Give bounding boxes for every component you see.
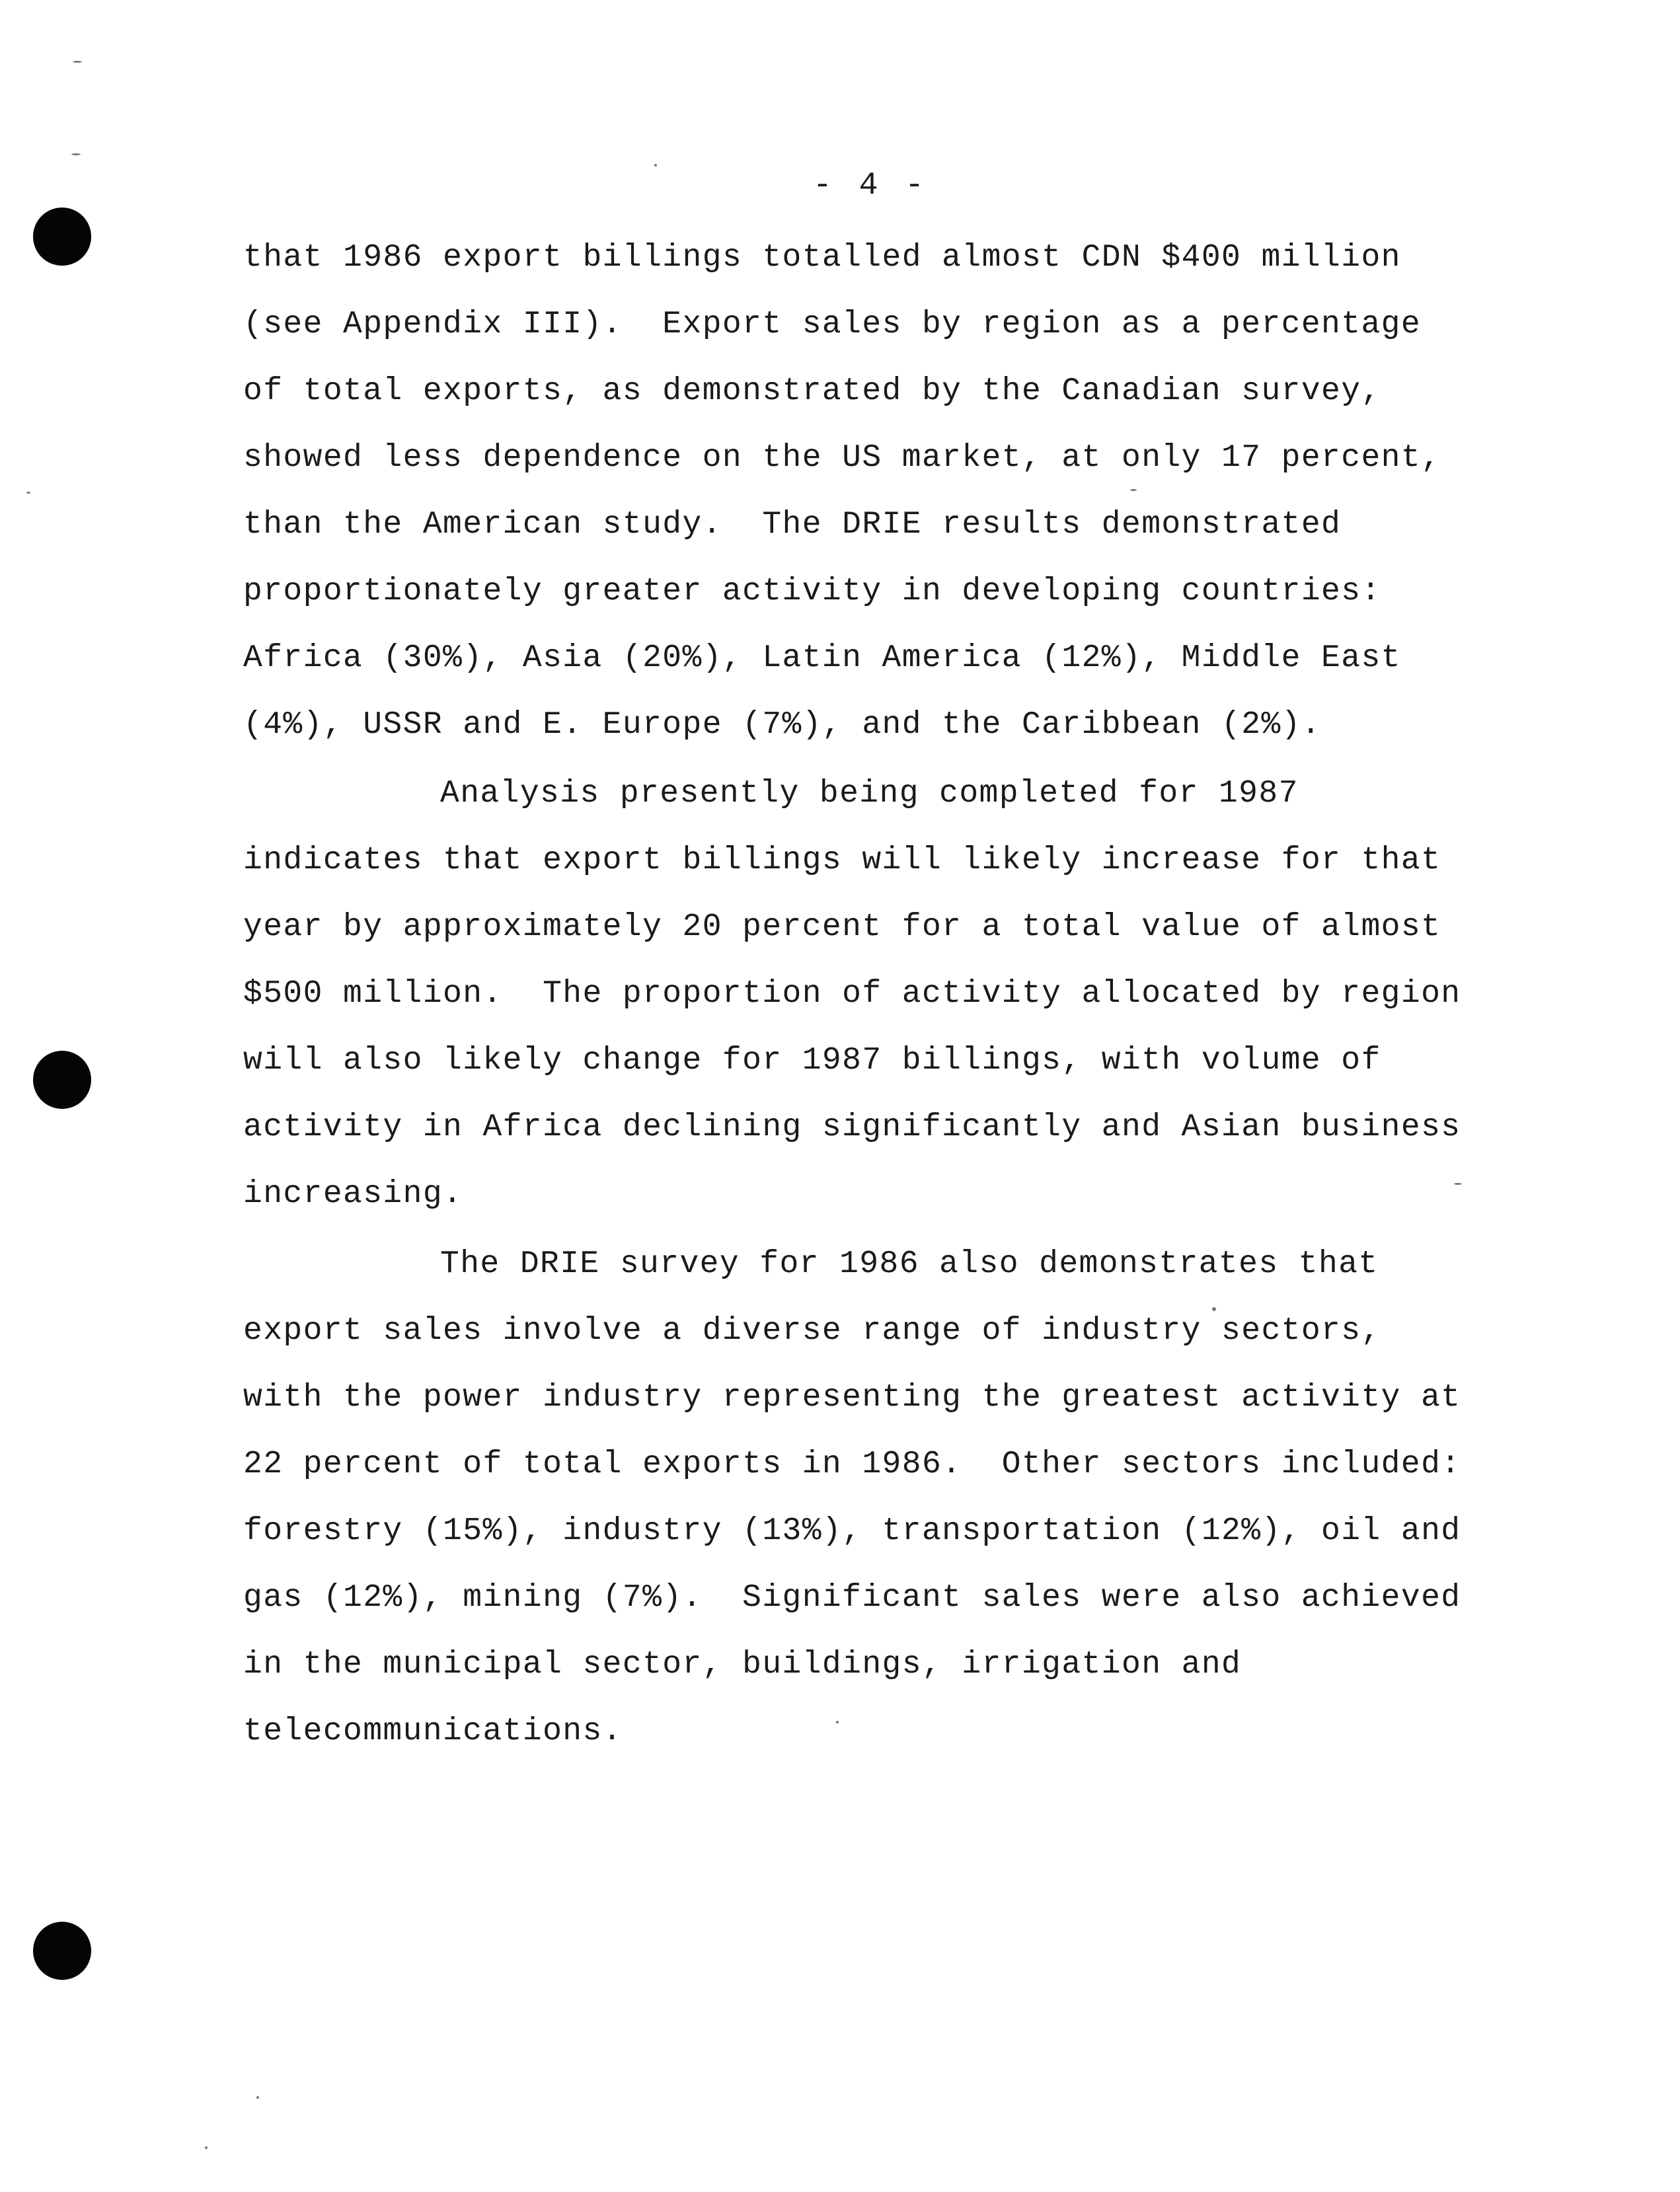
- text-line: activity in Africa declining significantly and Asian business: [243, 1110, 1461, 1145]
- punch-hole: [33, 1051, 91, 1109]
- scan-speck: [26, 492, 30, 494]
- text-line: Analysis presently being completed for 1987: [440, 776, 1299, 812]
- paragraph: [243, 761, 1472, 1228]
- text-line: proportionately greater activity in developing countries:: [243, 574, 1381, 609]
- text-line: export sales involve a diverse range of industry sectors,: [243, 1313, 1381, 1349]
- scan-speck: [205, 2146, 208, 2149]
- text-line: will also likely change for 1987 billings, with volume of: [243, 1043, 1381, 1078]
- scan-speck: [73, 61, 82, 63]
- punch-hole: [33, 208, 91, 266]
- text-line: increasing.: [243, 1176, 463, 1212]
- text-line: forestry (15%), industry (13%), transportation (12%), oil and: [243, 1513, 1461, 1549]
- text-line: (see Appendix III). Export sales by region as a percentage: [243, 307, 1422, 342]
- paragraph: [243, 225, 1472, 759]
- text-line: indicates that export billings will likely increase for that: [243, 843, 1441, 878]
- page-number: - 4 -: [813, 168, 929, 204]
- scan-speck: [71, 153, 81, 155]
- punch-hole: [33, 1922, 91, 1980]
- text-line: than the American study. The DRIE results demonstrated: [243, 507, 1342, 543]
- scan-speck: [256, 2096, 259, 2099]
- text-line: 22 percent of total exports in 1986. Other sectors included:: [243, 1447, 1461, 1482]
- text-line: (4%), USSR and E. Europe (7%), and the Caribbean (2%).: [243, 707, 1322, 743]
- paragraph: [243, 1231, 1472, 1765]
- scan-speck: [654, 164, 657, 167]
- text-line: with the power industry representing the greatest activity at: [243, 1380, 1461, 1416]
- text-line: The DRIE survey for 1986 also demonstrates that: [440, 1246, 1379, 1282]
- text-line: $500 million. The proportion of activity allocated by region: [243, 976, 1461, 1012]
- text-line: telecommunications.: [243, 1714, 623, 1749]
- text-line: that 1986 export billings totalled almost CDN $400 million: [243, 240, 1401, 276]
- text-line: showed less dependence on the US market, at only 17 percent,: [243, 440, 1441, 476]
- text-line: of total exports, as demonstrated by the Canadian survey,: [243, 373, 1381, 409]
- text-line: gas (12%), mining (7%). Significant sales were also achieved: [243, 1580, 1461, 1616]
- text-line: Africa (30%), Asia (20%), Latin America (12%), Middle East: [243, 640, 1401, 676]
- text-line: in the municipal sector, buildings, irrigation and: [243, 1647, 1242, 1682]
- text-line: year by approximately 20 percent for a total value of almost: [243, 909, 1441, 945]
